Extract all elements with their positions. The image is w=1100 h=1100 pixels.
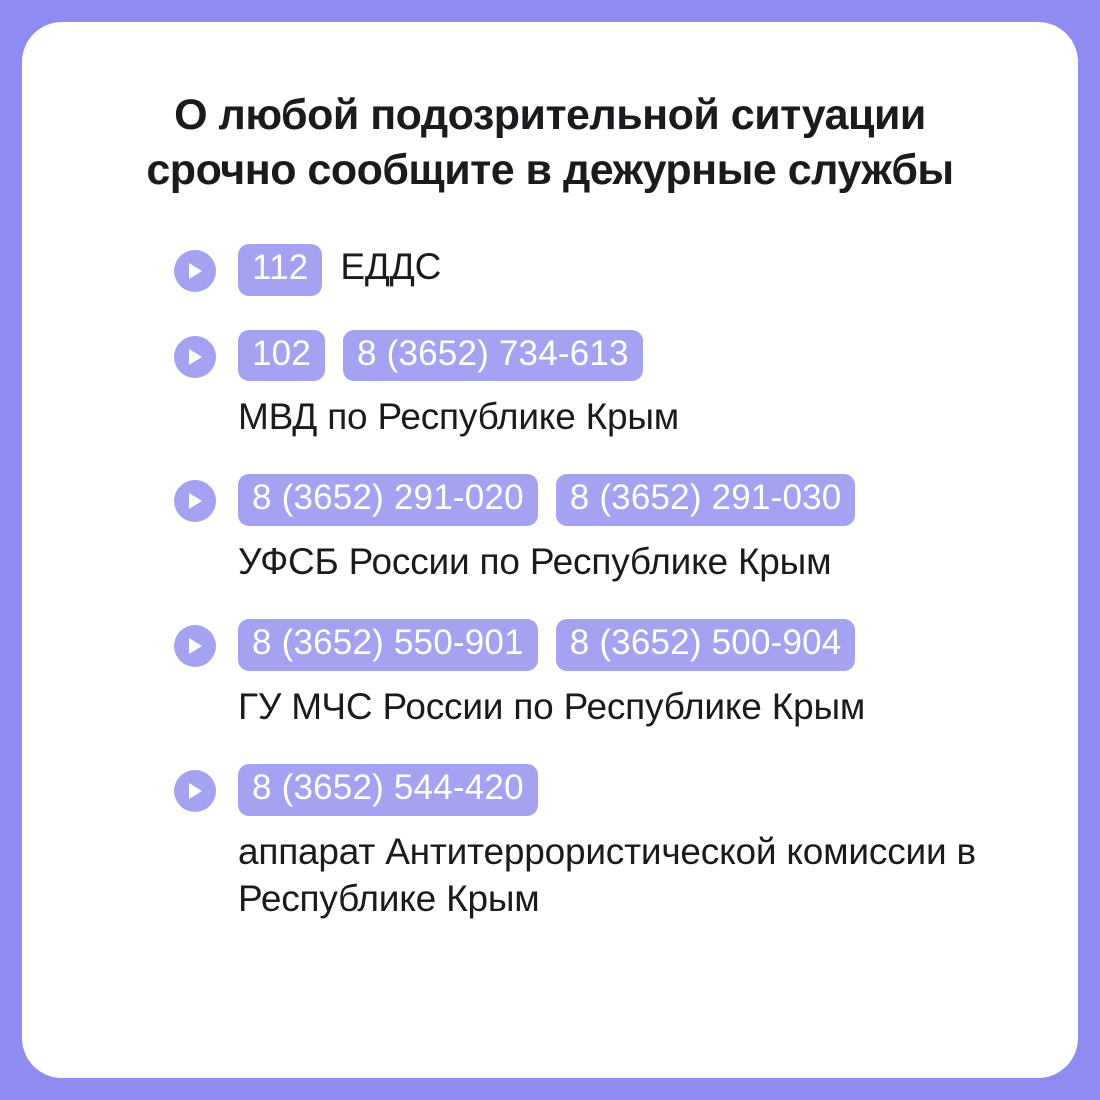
poster-card [22,22,1078,1078]
list-item-body [238,330,1018,441]
phone-chip[interactable]: 8 (3652) 291-020 [238,474,538,526]
phone-chip[interactable]: 8 (3652) 734-613 [343,330,643,382]
phone-chip-group [238,474,1018,526]
play-triangle-icon [174,336,216,378]
phone-chip[interactable]: 8 (3652) 500-904 [556,619,856,671]
phone-chip-group [238,244,1018,296]
list-item-body [238,619,1018,730]
phone-chip[interactable]: 112 [238,244,322,296]
service-name: ГУ МЧС России по Республике Крым [238,685,866,727]
service-inline-label: ЕДДС [340,246,442,288]
phone-chip[interactable]: 102 [238,330,325,382]
phone-chip-group [238,764,1018,816]
play-triangle-icon [174,480,216,522]
list-item [82,474,1018,585]
play-triangle-icon [174,625,216,667]
list-item-body [238,474,1018,585]
play-triangle-icon [174,770,216,812]
service-name: УФСБ России по Республике Крым [238,540,832,582]
phone-chip-group [238,330,1018,382]
phone-chip[interactable]: 8 (3652) 544-420 [238,764,538,816]
list-item [82,330,1018,441]
service-name: МВД по Республике Крым [238,396,680,438]
list-item [82,764,1018,922]
list-item [82,244,1018,296]
phone-chip[interactable]: 8 (3652) 550-901 [238,619,538,671]
list-item-body [238,764,1018,922]
page-title: О любой подозрительной ситуации срочно сообщите в дежурные службы [146,91,954,195]
play-triangle-icon [174,250,216,292]
list-item-body [238,244,1018,296]
emergency-contacts-list [82,244,1018,922]
list-item [82,619,1018,730]
service-name: аппарат Антитеррористической комиссии в Республике Крым [238,830,976,919]
phone-chip-group [238,619,1018,671]
phone-chip[interactable]: 8 (3652) 291-030 [556,474,856,526]
